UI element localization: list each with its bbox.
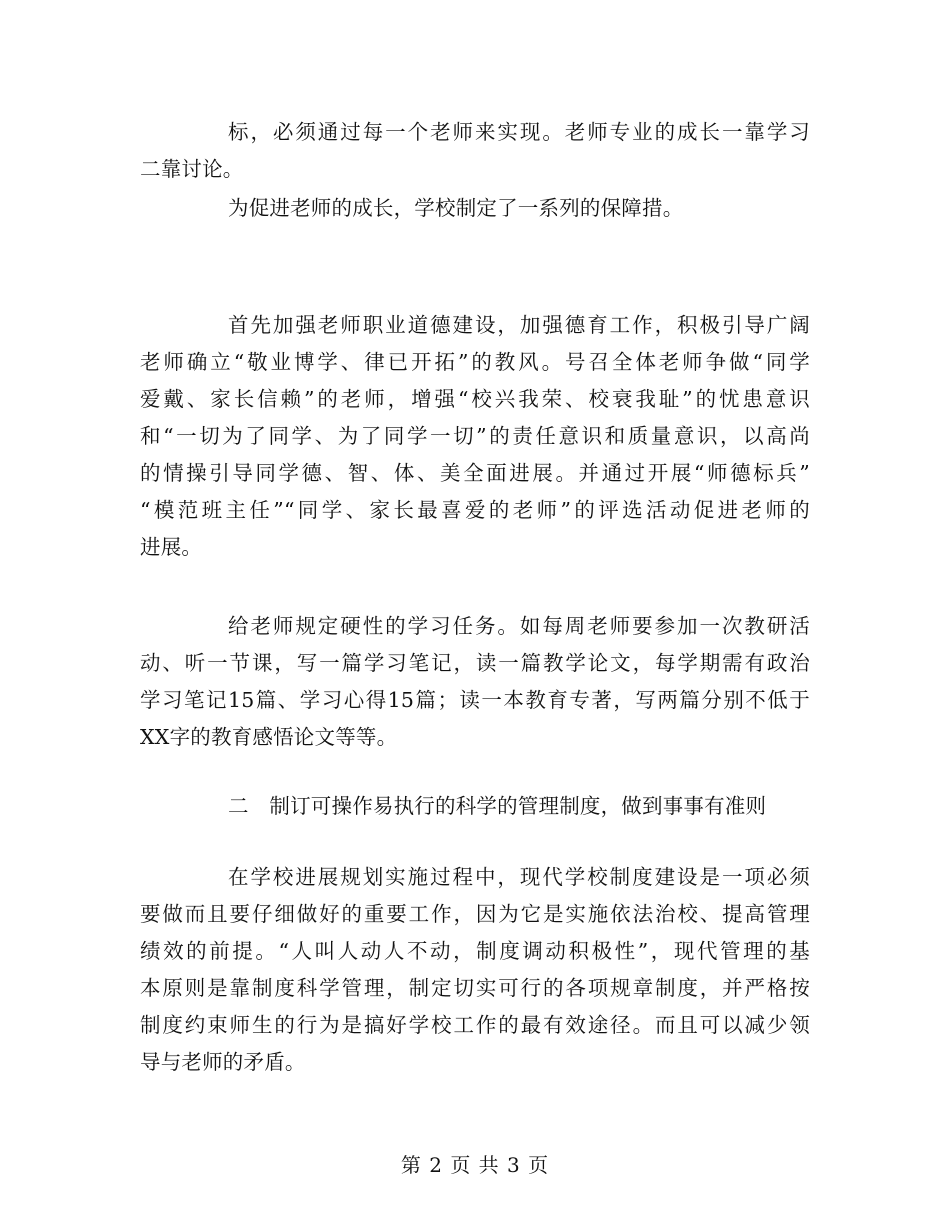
text-line: 老师确立“敬业博学、律已开拓”的教风。号召全体老师争做“同学: [140, 350, 810, 374]
paragraph-6: [140, 859, 810, 1081]
text-line: “模范班主任”“同学、家长最喜爱的老师”的评选活动促进老师的: [140, 498, 810, 522]
text-line: 本原则是靠制度科学管理，制定切实可行的各项规章制度，并严格按: [140, 976, 810, 1000]
text-line: 标，必须通过每一个老师来实现。老师专业的成长一靠学习: [228, 120, 810, 144]
text-line: 在学校进展规划实施过程中，现代学校制度建设是一项必须: [228, 865, 810, 889]
text-line: 制度约束师生的行为是搞好学校工作的最有效途径。而且可以减少领: [140, 1013, 810, 1037]
paragraph-4: [140, 608, 810, 756]
text-line: 动、听一节课，写一篇学习笔记，读一篇教学论文，每学期需有政治: [140, 651, 810, 675]
text-line: 要做而且要仔细做好的重要工作，因为它是实施依法治校、提高管理: [140, 902, 810, 926]
text-line: 学习笔记15篇、学习心得15篇；读一本教育专著，写两篇分别不低于: [140, 688, 810, 712]
paragraph-1: [140, 114, 810, 188]
text-line: 导与老师的矛盾。: [140, 1050, 306, 1074]
text-line: 二靠讨论。: [140, 157, 244, 181]
paragraph-3: [140, 307, 810, 566]
text-line: 和“一切为了同学、为了同学一切”的责任意识和质量意识，以高尚: [140, 424, 810, 448]
section-heading-text: 二 制订可操作易执行的科学的管理制度，做到事事有准则: [228, 794, 767, 818]
paragraph-2: [140, 190, 810, 227]
section-heading: [140, 788, 810, 825]
text-line: XX字的教育感悟论文等等。: [140, 725, 398, 749]
page-number-footer: 第 2 页 共 3 页: [400, 1153, 550, 1177]
text-line: 爱戴、家长信赖”的老师，增强“校兴我荣、校衰我耻”的忧患意识: [140, 387, 810, 411]
text-line: 的情操引导同学德、智、体、美全面进展。并通过开展“师德标兵”: [140, 461, 810, 485]
text-line: 进展。: [140, 535, 203, 559]
text-line: 给老师规定硬性的学习任务。如每周老师要参加一次教研活: [228, 614, 810, 638]
text-line: 首先加强老师职业道德建设，加强德育工作，积极引导广阔: [228, 313, 810, 337]
text-line: 绩效的前提。“人叫人动人不动，制度调动积极性”，现代管理的基: [140, 939, 810, 963]
text-line: 为促进老师的成长，学校制定了一系列的保障措。: [228, 196, 684, 220]
